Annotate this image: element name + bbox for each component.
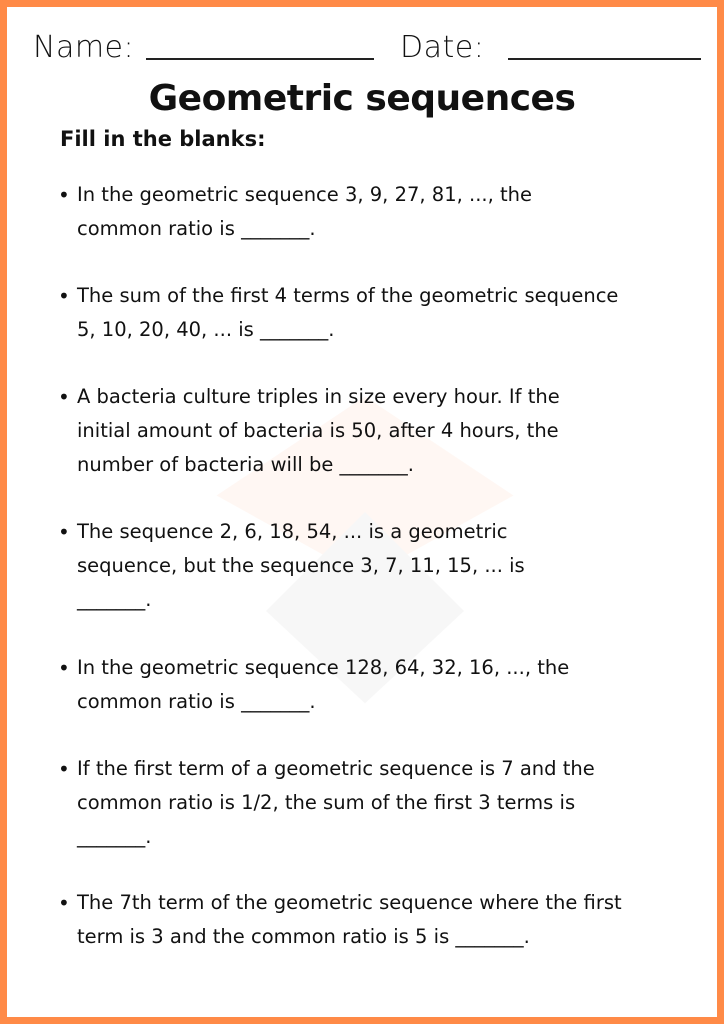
bullet-icon: • bbox=[58, 385, 70, 409]
question-item bbox=[58, 380, 678, 482]
question-line: common ratio is _______. bbox=[77, 690, 316, 713]
question-item bbox=[58, 178, 678, 246]
bullet-icon: • bbox=[58, 656, 70, 680]
question-text bbox=[77, 279, 678, 347]
bullet-icon: • bbox=[58, 891, 70, 915]
question-line: If the first term of a geometric sequence is 7 and the bbox=[77, 757, 595, 780]
question-line: 5, 10, 20, 40, ... is _______. bbox=[77, 318, 335, 341]
question-item bbox=[58, 279, 678, 347]
question-line: _______. bbox=[77, 588, 152, 611]
date-label: Date: bbox=[400, 30, 485, 65]
question-line: _______. bbox=[77, 825, 152, 848]
question-line: sequence, but the sequence 3, 7, 11, 15, ... is bbox=[77, 554, 525, 577]
question-text bbox=[77, 380, 678, 482]
question-line: A bacteria culture triples in size every hour. If the bbox=[77, 385, 560, 408]
question-item bbox=[58, 886, 678, 954]
bullet-icon: • bbox=[58, 284, 70, 308]
question-text bbox=[77, 651, 678, 719]
question-item bbox=[58, 515, 678, 617]
question-line: In the geometric sequence 3, 9, 27, 81, ..., the bbox=[77, 183, 532, 206]
bullet-icon: • bbox=[58, 183, 70, 207]
question-line: term is 3 and the common ratio is 5 is _______. bbox=[77, 925, 530, 948]
date-field[interactable] bbox=[508, 58, 701, 60]
question-line: number of bacteria will be _______. bbox=[77, 453, 414, 476]
question-text bbox=[77, 886, 678, 954]
question-text bbox=[77, 752, 678, 854]
question-line: initial amount of bacteria is 50, after 4 hours, the bbox=[77, 419, 559, 442]
name-field[interactable] bbox=[146, 58, 374, 60]
page-title: Geometric sequences bbox=[148, 78, 576, 119]
name-label: Name: bbox=[33, 30, 135, 65]
question-line: The sequence 2, 6, 18, 54, ... is a geometric bbox=[77, 520, 508, 543]
question-item bbox=[58, 752, 678, 854]
question-item bbox=[58, 651, 678, 719]
bullet-icon: • bbox=[58, 520, 70, 544]
question-line: The 7th term of the geometric sequence where the first bbox=[77, 891, 622, 914]
question-line: common ratio is 1/2, the sum of the first 3 terms is bbox=[77, 791, 576, 814]
question-text bbox=[77, 178, 678, 246]
question-line: The sum of the first 4 terms of the geometric sequence bbox=[77, 284, 619, 307]
question-text bbox=[77, 515, 678, 617]
bullet-icon: • bbox=[58, 757, 70, 781]
instructions: Fill in the blanks: bbox=[60, 127, 266, 151]
question-line: In the geometric sequence 128, 64, 32, 16, ..., the bbox=[77, 656, 570, 679]
question-line: common ratio is _______. bbox=[77, 217, 316, 240]
